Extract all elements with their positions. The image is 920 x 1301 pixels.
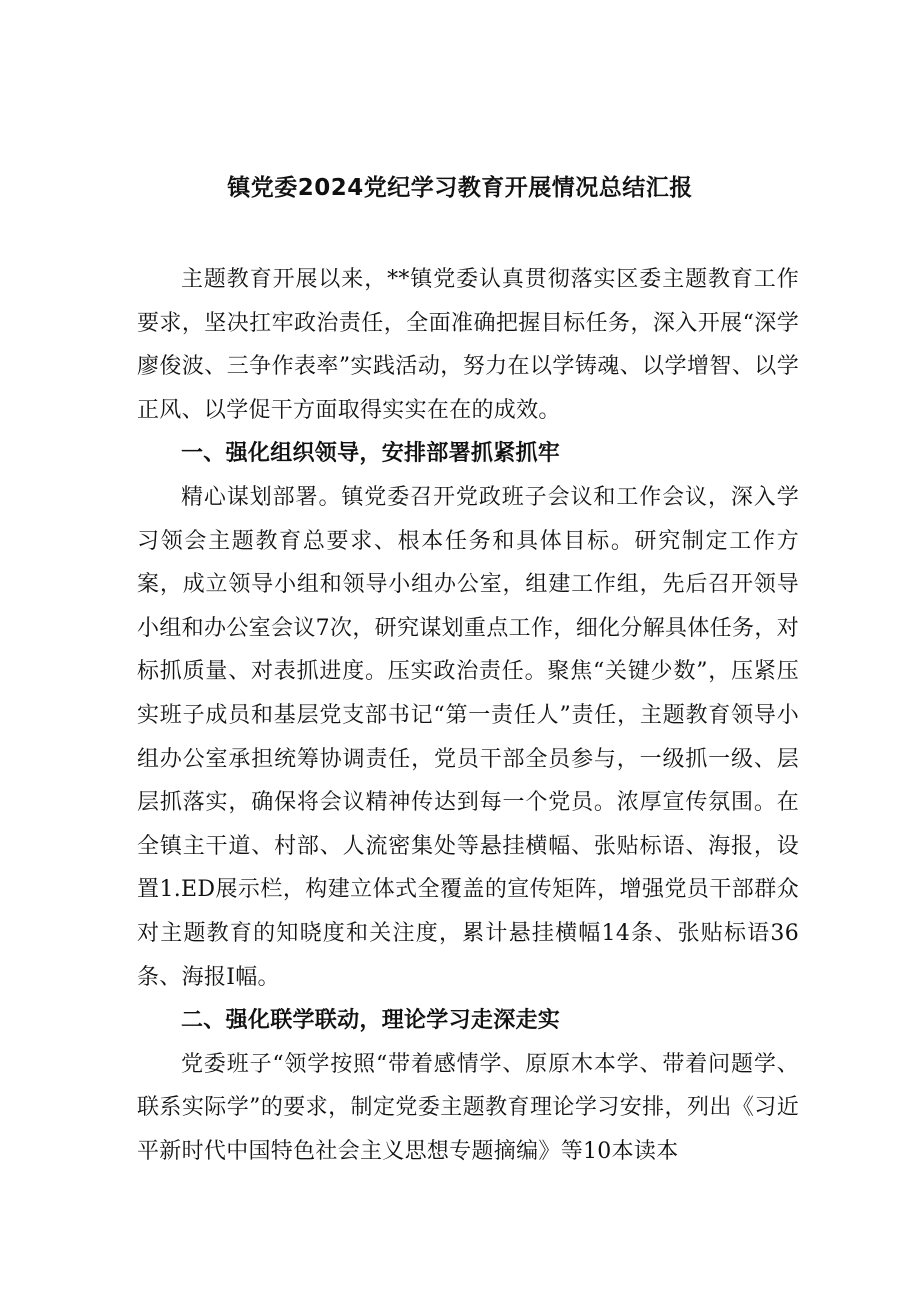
intro-paragraph: 主题教育开展以来，**镇党委认真贯彻落实区委主题教育工作要求，坚决扛牢政治责任，全面准确把握目标任务，深入开展“深学廖俊波、三争作表率”实践活动，努力在以学铸魂、以学增智、以学正风、以学促干方面取得实实在在的成效。 — [137, 267, 799, 423]
section-heading-2: 二、强化联学联动，理论学习走深走实 — [181, 1008, 561, 1034]
section-2-paragraph: 党委班子“领学按照“带着感情学、原原木本学、带着问题学、联系实际学”的要求，制定党委主题教育理论学习安排，列出《习近平新时代中国特色社会主义思想专题摘编》等10本读本 — [137, 1051, 799, 1164]
section-1-paragraph: 精心谋划部署。镇党委召开党政班子会议和工作会议，深入学习领会主题教育总要求、根本任务和具体目标。研究制定工作方案，成立领导小组和领导小组办公室，组建工作组，先后召开领导小组和办公室会议7次，研究谋划重点工作，细化分解具体任务，对标抓质量、对表抓进度。压实政治责任。聚焦“关键少数”，压紧压实班子成员和基层党支部书记“第一责任人”责任，主题教育领导小组办公室承担统筹协调责任，党员干部全员参与，一级抓一级、层层抓落实，确保将会议精神传达到每一个党员。浓厚宣传氛围。在全镇主干道、村部、人流密集处等悬挂横幅、张贴标语、海报，设置1.ED展示栏，构建立体式全覆盖的宣传矩阵，增强党员干部群众对主题教育的知晓度和关注度，累计悬挂横幅14条、张贴标语36条、海报I幅。 — [137, 484, 799, 990]
section-heading-1: 一、强化组织领导，安排部署抓紧抓牢 — [181, 441, 561, 467]
document-title: 镇党委2024党纪学习教育开展情况总结汇报 — [227, 175, 693, 201]
document-body — [137, 228, 799, 1173]
